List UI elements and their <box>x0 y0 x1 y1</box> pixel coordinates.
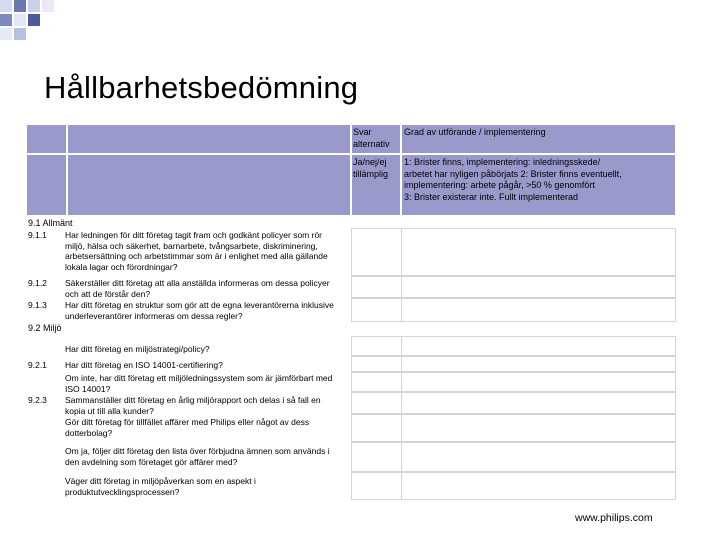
corner-decoration <box>0 0 64 44</box>
header-answer-label <box>351 124 401 154</box>
question-text: Har ditt företag en ISO 14001-certifiering? <box>65 360 223 370</box>
item-number: 9.2.1 <box>28 360 47 370</box>
answer-cell[interactable] <box>351 442 402 472</box>
section-heading-general: 9.1 Allmänt <box>28 218 73 228</box>
header-grade-label <box>401 124 676 154</box>
section-heading-environment: 9.2 Miljö <box>28 323 62 333</box>
question-text: Har ledningen för ditt företag tagit fram och godkänt policyer som rör miljö, hälsa och säkerhet, barnarbete, tvångsarbete, diskriminering, arbetsersättning och arbetstimmar som är i enlighet med alla gällande lokala lagar och förordningar? <box>65 230 328 272</box>
answer-cell[interactable] <box>351 472 402 500</box>
header-answer-values <box>351 154 401 216</box>
grade-cell[interactable] <box>401 392 676 414</box>
grade-cell[interactable] <box>401 356 676 372</box>
grade-cell[interactable] <box>401 336 676 356</box>
question-text: Har ditt företag en struktur som gör att de egna leverantörerna inklusive underleverantörer informeras om dessa regler? <box>65 300 334 321</box>
grade-scale-description: 1: Brister finns, implementering: inledningsskede/ arbetet har nyligen påbörjats 2: Brister finns eventuellt, implementering: arbete pågår, >50 % genomfört 3: Brister existerar inte. Fullt implementerad <box>404 157 622 202</box>
question-text: Om ja, följer ditt företag den lista över förbjudna ämnen som används i den avdelning som företaget gör affärer med? <box>65 446 330 467</box>
header-grade-values <box>401 154 676 216</box>
answer-cell[interactable] <box>351 372 402 392</box>
question-text: Väger ditt företag in miljöpåverkan som en aspekt i produktutvecklingsprocessen? <box>65 476 256 497</box>
header-cell-empty-1 <box>26 124 67 154</box>
header-cell-empty-2 <box>67 124 351 154</box>
header-cell-empty-4 <box>67 154 351 216</box>
answer-cell[interactable] <box>351 414 402 442</box>
question-text: Sammanställer ditt företag en årlig miljörapport och delas i så fall en kopia ut till alla kunder? <box>65 395 321 416</box>
answer-cell[interactable] <box>351 298 402 322</box>
answer-options: Ja/nej/ej tillämplig <box>353 157 389 179</box>
answer-cell[interactable] <box>351 356 402 372</box>
grade-cell[interactable] <box>401 442 676 472</box>
grade-cell[interactable] <box>401 414 676 442</box>
answer-column-label: Svar alternativ <box>353 127 390 149</box>
question-text: Om inte, har ditt företag ett miljöledningssystem som är jämförbart med ISO 14001? <box>65 373 333 394</box>
header-cell-empty-3 <box>26 154 67 216</box>
item-number: 9.1.3 <box>28 300 47 310</box>
answer-cell[interactable] <box>351 276 402 298</box>
grade-cell[interactable] <box>401 298 676 322</box>
question-text: Säkerställer ditt företag att alla anställda informeras om dessa policyer och att de förstår den? <box>65 278 330 299</box>
grade-cell[interactable] <box>401 276 676 298</box>
grade-cell[interactable] <box>401 228 676 276</box>
question-text: Har ditt företag en miljöstrategi/policy? <box>65 344 210 354</box>
grade-cell[interactable] <box>401 372 676 392</box>
item-number: 9.1.1 <box>28 230 47 240</box>
item-number: 9.1.2 <box>28 278 47 288</box>
item-number: 9.2.3 <box>28 395 47 405</box>
answer-cell[interactable] <box>351 228 402 276</box>
page-title: Hållbarhetsbedömning <box>44 70 359 105</box>
footer-url[interactable]: www.philips.com <box>575 512 653 524</box>
grade-column-label: Grad av utförande / implementering <box>404 127 546 137</box>
question-text: Gör ditt företag för tillfället affärer med Philips eller något av dess dotterbolag? <box>65 417 310 438</box>
answer-cell[interactable] <box>351 336 402 356</box>
answer-cell[interactable] <box>351 392 402 414</box>
grade-cell[interactable] <box>401 472 676 500</box>
